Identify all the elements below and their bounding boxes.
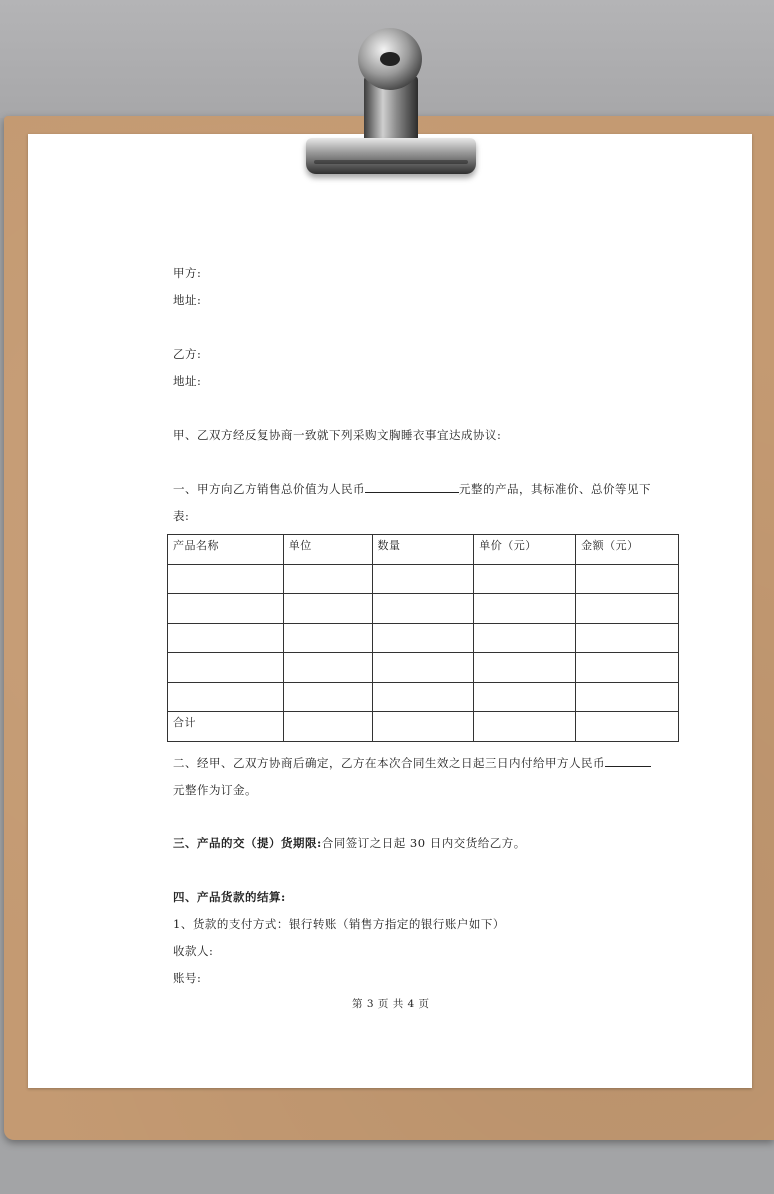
clause-3-title: 三、产品的交（提）货期限: bbox=[173, 836, 322, 850]
header-quantity: 数量 bbox=[372, 535, 474, 565]
product-table bbox=[167, 534, 679, 742]
header-amount: 金额（元） bbox=[576, 535, 679, 565]
address-b-label: 地址: bbox=[173, 374, 202, 388]
account-label: 账号: bbox=[173, 971, 202, 985]
clause-3-text: 合同签订之日起 30 日内交货给乙方。 bbox=[321, 836, 526, 850]
header-product-name: 产品名称 bbox=[168, 535, 284, 565]
binder-clip-base bbox=[306, 138, 476, 174]
intro-text: 甲、乙双方经反复协商一致就下列采购文胸睡衣事宜达成协议: bbox=[173, 428, 502, 442]
clause-1 bbox=[173, 481, 651, 497]
payee-label: 收款人: bbox=[173, 944, 214, 958]
table-header-row bbox=[168, 535, 679, 565]
clause-2-line-2: 元整作为订金。 bbox=[173, 783, 257, 797]
clause-3 bbox=[173, 835, 526, 851]
clause-2-line-1 bbox=[173, 755, 651, 771]
amount-blank bbox=[365, 482, 459, 493]
total-label: 合计 bbox=[168, 712, 284, 742]
address-a-label: 地址: bbox=[173, 293, 202, 307]
table-row bbox=[168, 653, 679, 683]
binder-clip-ring bbox=[358, 28, 422, 90]
header-unit-price: 单价（元） bbox=[474, 535, 576, 565]
table-row bbox=[168, 594, 679, 624]
clause-1-end: 表: bbox=[173, 509, 190, 523]
clause-4-item-1: 1、货款的支付方式：银行转账（销售方指定的银行账户如下） bbox=[173, 917, 505, 931]
page-footer: 第 3 页 共 4 页 bbox=[352, 998, 430, 1010]
clause-1-suffix: 元整的产品，其标准价、总价等见下 bbox=[459, 482, 651, 496]
header-unit: 单位 bbox=[283, 535, 372, 565]
table-row bbox=[168, 682, 679, 712]
deposit-blank bbox=[605, 756, 651, 767]
table-row bbox=[168, 564, 679, 594]
table-total-row bbox=[168, 712, 679, 742]
table-row bbox=[168, 623, 679, 653]
party-b-label: 乙方: bbox=[173, 347, 202, 361]
clause-4-title: 四、产品货款的结算: bbox=[173, 890, 286, 904]
party-a-label: 甲方: bbox=[173, 266, 202, 280]
clause-1-prefix: 一、甲方向乙方销售总价值为人民币 bbox=[173, 482, 365, 496]
clause-2-text: 二、经甲、乙双方协商后确定，乙方在本次合同生效之日起三日内付给甲方人民币 bbox=[173, 756, 605, 770]
